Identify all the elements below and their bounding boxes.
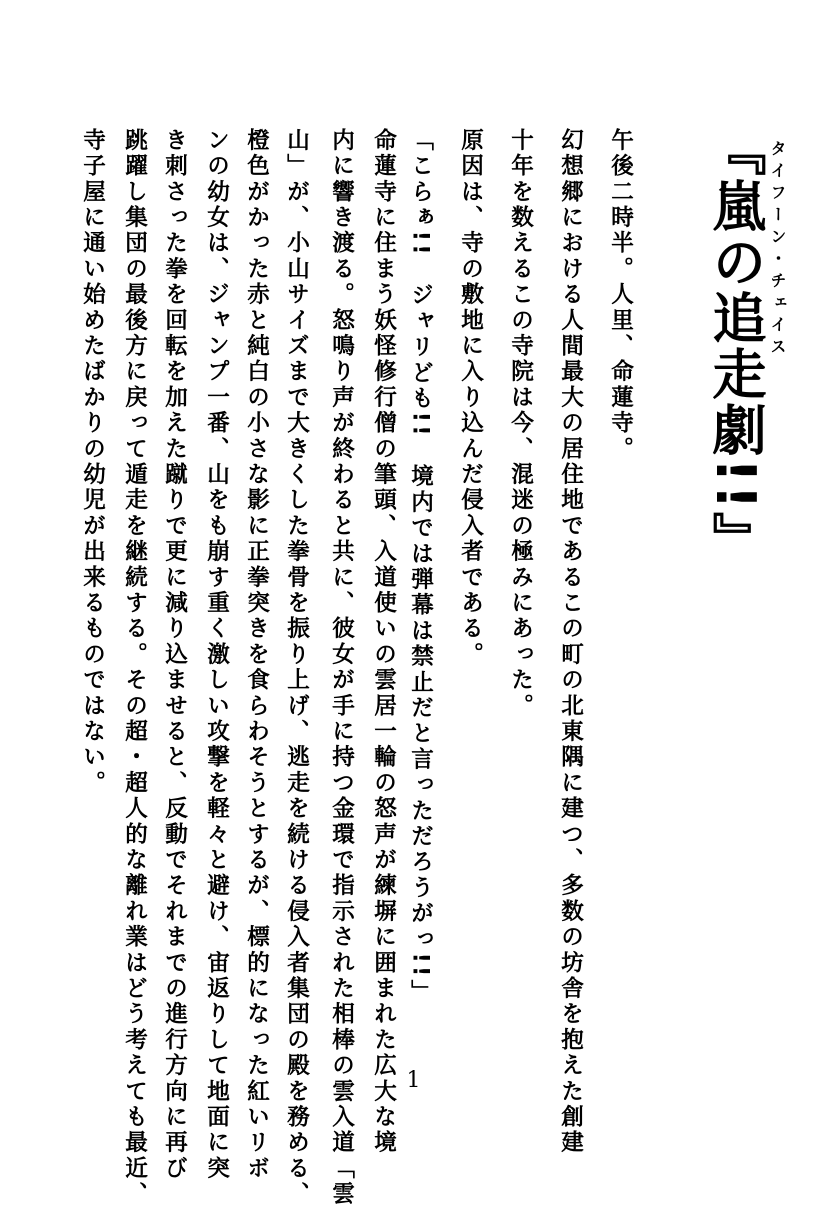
title: 『嵐の追走劇!!』 xyxy=(704,122,767,568)
text-line-10: ンの幼女は、ジャンプ一番、山をも崩す重く激しい攻撃を軽々と避け、宙返りして地面に突 xyxy=(203,128,230,1182)
title-ruby: タイフーン・チェイス xyxy=(768,140,787,360)
text-line-3: 十年を数えるこの寺院は今、混迷の極みにあった。 xyxy=(507,128,534,720)
page-number: 1 xyxy=(406,1068,421,1093)
text-line-7: 内に響き渡る。怒鳴り声が終わると共に、彼女が手に持つ金環で指示された相棒の雲入道「雲 xyxy=(328,128,355,1207)
text-line-11: き刺さった拳を回転を加えた蹴りで更に減り込ませると、反動でそれまでの進行方向に再び xyxy=(161,128,188,1182)
text-line-6: 命蓮寺に住まう妖怪修行僧の筆頭、入道使いの雲居一輪の怒声が練塀に囲まれた広大な境 xyxy=(370,128,397,1156)
text-line-4: 原因は、寺の敷地に入り込んだ侵入者である。 xyxy=(457,128,484,668)
text-line-12: 跳躍し集団の最後方に戻って遁走を継続する。その超・超人的な離れ業はどう考えても最近、 xyxy=(121,128,148,1207)
text-line-13: 寺子屋に通い始めたばかりの幼児が出来るものではない。 xyxy=(79,128,106,797)
text-line-8: 山」が、小山サイズまで大きくした拳骨を振り上げ、逃走を続ける侵入者集団の殿を務める、 xyxy=(283,128,310,1207)
text-line-9: 橙色がかった赤と純白の小さな影に正拳突きを食らわそうとするが、標的になった紅いリボ xyxy=(243,128,270,1182)
text-line-2: 幻想郷における人間最大の居住地であるこの町の北東隅に建つ、多数の坊舎を抱えた創建 xyxy=(557,128,584,1156)
text-line-5: 「こらぁ!! ジャリども!! 境内では弾幕は禁止だと言っただろうがっ!!」 xyxy=(407,128,434,1006)
text-line-1: 午後二時半。人里、命蓮寺。 xyxy=(607,128,634,463)
